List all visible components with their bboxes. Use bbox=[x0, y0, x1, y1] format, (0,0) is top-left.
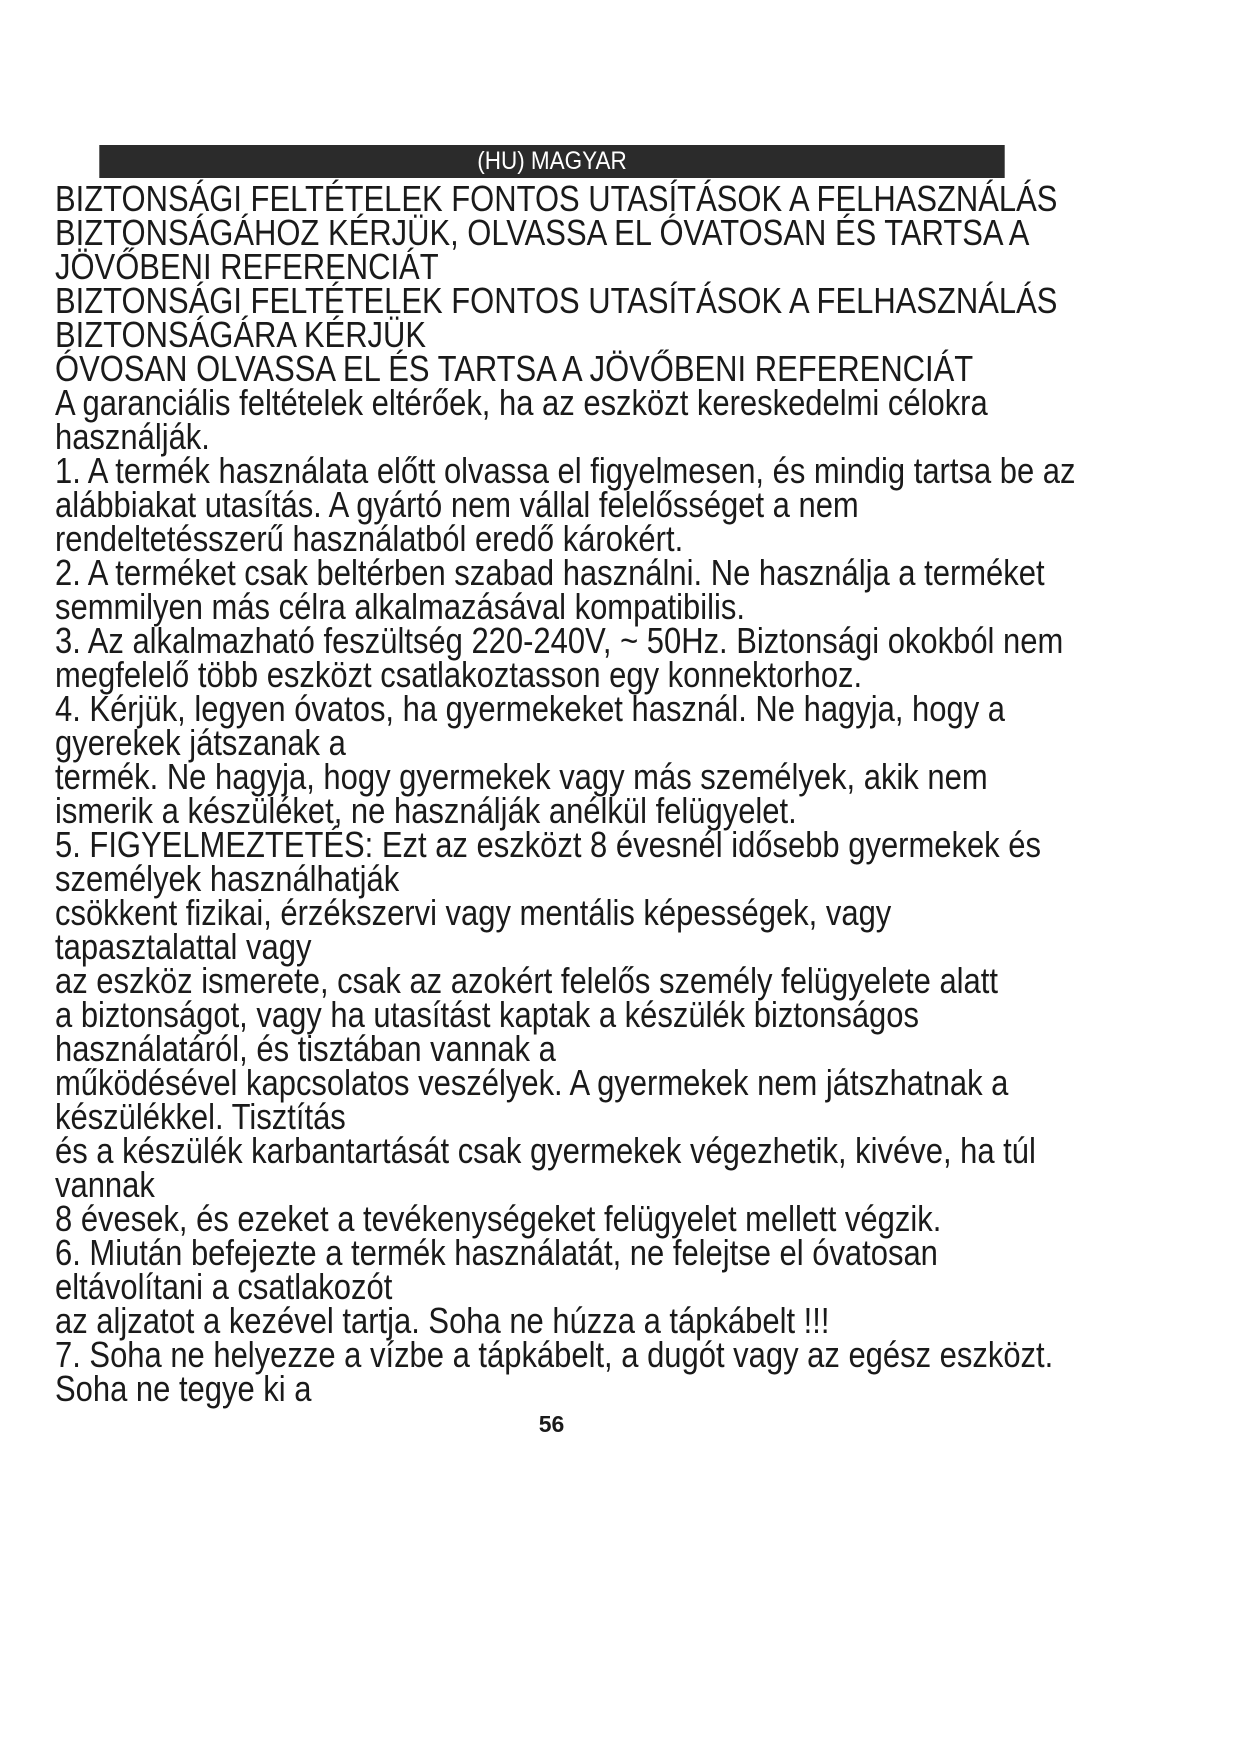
safety-instructions-text bbox=[55, 178, 1076, 1409]
text-line: rendeltetésszerű használatból eredő károkért. bbox=[55, 518, 684, 559]
text-line: készülékkel. Tisztítás bbox=[55, 1096, 346, 1137]
text-line: az aljzatot a kezével tartja. Soha ne húzza a tápkábelt !!! bbox=[55, 1300, 830, 1341]
text-line: személyek használhatják bbox=[55, 858, 400, 899]
text-line: 2. A terméket csak beltérben szabad használni. Ne használja a terméket bbox=[55, 552, 1045, 593]
text-line: és a készülék karbantartását csak gyermekek végezhetik, kivéve, ha túl bbox=[55, 1130, 1036, 1171]
text-line: eltávolítani a csatlakozót bbox=[55, 1266, 393, 1307]
text-line: 4. Kérjük, legyen óvatos, ha gyermekeket használ. Ne hagyja, hogy a bbox=[55, 688, 1006, 729]
text-line: megfelelő több eszközt csatlakoztasson egy konnektorhoz. bbox=[55, 654, 863, 695]
text-line: BIZTONSÁGI FELTÉTELEK FONTOS UTASÍTÁSOK A FELHASZNÁLÁS bbox=[55, 178, 1058, 219]
text-line: BIZTONSÁGÁHOZ KÉRJÜK, OLVASSA EL ÓVATOSAN ÉS TARTSA A bbox=[55, 212, 1030, 253]
language-header-bar: (HU) MAGYAR bbox=[99, 145, 1004, 178]
text-line: ismerik a készüléket, ne használják anélkül felügyelet. bbox=[55, 790, 797, 831]
text-line: JÖVŐBENI REFERENCIÁT bbox=[55, 246, 439, 287]
text-line: 5. FIGYELMEZTETÉS: Ezt az eszközt 8 évesnél idősebb gyermekek és bbox=[55, 824, 1041, 865]
text-line: ÓVOSAN OLVASSA EL ÉS TARTSA A JÖVŐBENI REFERENCIÁT bbox=[55, 348, 974, 389]
text-line: használatáról, és tisztában vannak a bbox=[55, 1028, 556, 1069]
text-line: csökkent fizikai, érzékszervi vagy mentális képességek, vagy bbox=[55, 892, 892, 933]
text-line: A garanciális feltételek eltérőek, ha az eszközt kereskedelmi célokra bbox=[55, 382, 988, 423]
text-line: működésével kapcsolatos veszélyek. A gyermekek nem játszhatnak a bbox=[55, 1062, 1009, 1103]
page-number: 56 bbox=[538, 1411, 565, 1437]
text-line: használják. bbox=[55, 416, 210, 457]
text-line: az eszköz ismerete, csak az azokért felelős személy felügyelete alatt bbox=[55, 960, 998, 1001]
text-line: 8 évesek, és ezeket a tevékenységeket felügyelet mellett végzik. bbox=[55, 1198, 942, 1239]
text-line: 7. Soha ne helyezze a vízbe a tápkábelt, a dugót vagy az egész eszközt. bbox=[55, 1334, 1054, 1375]
text-line: alábbiakat utasítás. A gyártó nem vállal felelősséget a nem bbox=[55, 484, 859, 525]
text-line: tapasztalattal vagy bbox=[55, 926, 312, 967]
text-line: vannak bbox=[55, 1164, 155, 1205]
text-line: termék. Ne hagyja, hogy gyermekek vagy más személyek, akik nem bbox=[55, 756, 988, 797]
text-line: gyerekek játszanak a bbox=[55, 722, 346, 763]
text-line: 6. Miután befejezte a termék használatát, ne felejtse el óvatosan bbox=[55, 1232, 938, 1273]
text-line: Soha ne tegye ki a bbox=[55, 1368, 312, 1409]
text-line: BIZTONSÁGÁRA KÉRJÜK bbox=[55, 314, 427, 355]
text-line: 1. A termék használata előtt olvassa el figyelmesen, és mindig tartsa be az bbox=[55, 450, 1076, 491]
text-line: BIZTONSÁGI FELTÉTELEK FONTOS UTASÍTÁSOK A FELHASZNÁLÁS bbox=[55, 280, 1058, 321]
text-line: semmilyen más célra alkalmazásával kompatibilis. bbox=[55, 586, 745, 627]
text-line: 3. Az alkalmazható feszültség 220-240V, ~ 50Hz. Biztonsági okokból nem bbox=[55, 620, 1064, 661]
text-line: a biztonságot, vagy ha utasítást kaptak a készülék biztonságos bbox=[55, 994, 919, 1035]
